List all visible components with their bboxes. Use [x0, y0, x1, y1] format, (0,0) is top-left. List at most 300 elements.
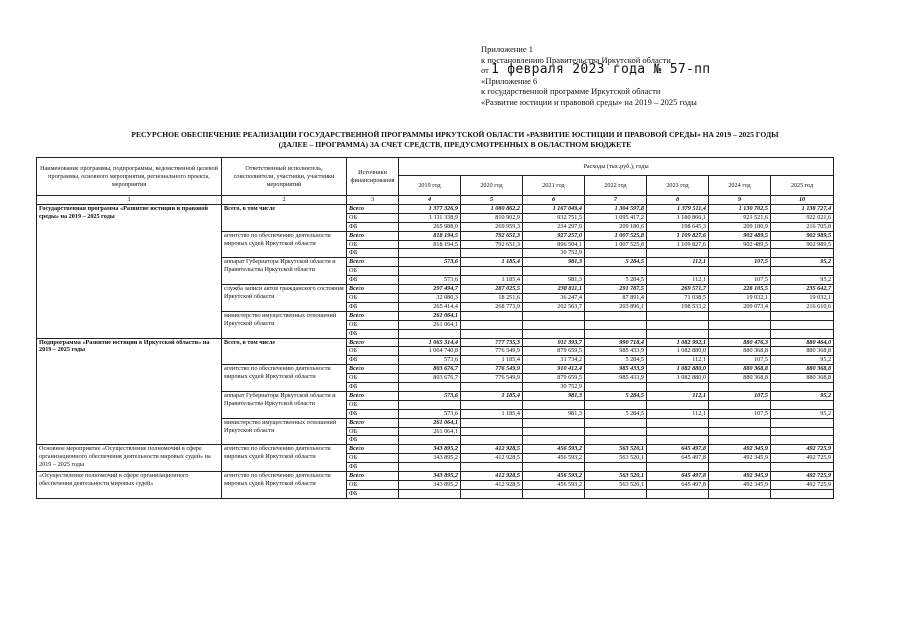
value-cell: 5 284,5 [585, 276, 647, 285]
value-cell: 563 520,1 [585, 445, 647, 454]
value-cell: 563 520,1 [585, 481, 647, 490]
value-cell [709, 418, 771, 427]
value-cell: 112,1 [647, 409, 709, 418]
document-title [30, 130, 880, 150]
value-cell: 87 891,4 [585, 293, 647, 302]
value-cell: 1 138 727,4 [771, 204, 834, 213]
value-cell [771, 329, 834, 338]
value-cell: 412 928,5 [461, 445, 523, 454]
value-cell [461, 489, 523, 498]
value-cell: 235 642,7 [771, 285, 834, 294]
executor-cell: служба записи актов гражданского состояния Иркутской области [222, 285, 347, 312]
value-cell: 198 645,3 [647, 222, 709, 231]
value-cell: 228 105,5 [709, 285, 771, 294]
value-cell: 810 902,9 [461, 213, 523, 222]
value-cell: 18 251,6 [461, 293, 523, 302]
value-cell: 880 368,8 [771, 347, 834, 356]
value-cell: 1 185,4 [461, 258, 523, 267]
value-cell: 412 928,5 [461, 454, 523, 463]
value-cell [647, 418, 709, 427]
value-cell [647, 320, 709, 329]
source-cell: Всего [347, 338, 399, 347]
value-cell: 5 284,5 [585, 409, 647, 418]
value-cell: 1 130 702,5 [709, 204, 771, 213]
value-cell [461, 418, 523, 427]
column-index: 5 [461, 196, 523, 205]
year-header: 2019 год [399, 176, 461, 196]
executor-cell: министерство имущественных отношений Иркутской области [222, 418, 347, 445]
value-cell: 1 185,4 [461, 391, 523, 400]
value-cell: 95,2 [771, 276, 834, 285]
resource-table [36, 157, 834, 499]
value-cell: 107,5 [709, 409, 771, 418]
value-cell: 265 988,0 [399, 222, 461, 231]
source-cell: ФБ [347, 222, 399, 231]
value-cell: 343 895,2 [399, 481, 461, 490]
value-cell: 456 593,2 [523, 454, 585, 463]
value-cell: 1 304 597,8 [585, 204, 647, 213]
value-cell: 563 520,1 [585, 454, 647, 463]
header-decree-line [481, 62, 711, 77]
value-cell: 31 734,2 [523, 356, 585, 365]
value-cell: 216 610,6 [771, 302, 834, 311]
source-cell: ОБ [347, 240, 399, 249]
value-cell: 1 185,4 [461, 276, 523, 285]
value-cell: 1 111 338,9 [399, 213, 461, 222]
column-index: 1 [37, 196, 222, 205]
value-cell [523, 489, 585, 498]
col-header-name: Наименование программы, подпрограммы, ведомственной целевой программы, основного мероприятия, регионального проекта, мероприятия [37, 158, 222, 196]
value-cell: 776 549,9 [461, 347, 523, 356]
column-index: 8 [647, 196, 709, 205]
value-cell: 492 345,9 [709, 472, 771, 481]
value-cell: 1 082 992,1 [647, 338, 709, 347]
col-header-expenses: Расходы (тыс.руб.), годы [399, 158, 834, 176]
value-cell: 343 895,2 [399, 472, 461, 481]
value-cell: 927 257,0 [523, 231, 585, 240]
source-cell: Всего [347, 445, 399, 454]
value-cell: 803 676,7 [399, 365, 461, 374]
value-cell: 1 185,4 [461, 356, 523, 365]
value-cell: 921 521,6 [709, 213, 771, 222]
executor-cell: Всего, в том числе [222, 338, 347, 365]
value-cell: 112,1 [647, 356, 709, 365]
value-cell [709, 400, 771, 409]
value-cell [771, 489, 834, 498]
executor-cell: агентство по обеспечению деятельности мировых судей Иркутской области [222, 231, 347, 258]
value-cell: 492 725,9 [771, 481, 834, 490]
value-cell: 573,6 [399, 391, 461, 400]
value-cell: 1 007 525,8 [585, 231, 647, 240]
value-cell: 107,5 [709, 276, 771, 285]
value-cell: 95,2 [771, 409, 834, 418]
value-cell [399, 249, 461, 258]
value-cell [585, 311, 647, 320]
value-cell [461, 329, 523, 338]
value-cell: 880 464,0 [771, 338, 834, 347]
value-cell: 238 811,1 [523, 285, 585, 294]
source-cell: Всего [347, 204, 399, 213]
value-cell: 1 377 326,9 [399, 204, 461, 213]
value-cell: 902 489,5 [709, 240, 771, 249]
column-index: 3 [347, 196, 399, 205]
value-cell: 202 563,7 [523, 302, 585, 311]
value-cell [585, 436, 647, 445]
value-cell [523, 320, 585, 329]
value-cell [523, 311, 585, 320]
source-cell: ФБ [347, 409, 399, 418]
value-cell: 107,5 [709, 258, 771, 267]
source-cell: ФБ [347, 383, 399, 392]
value-cell: 209 180,9 [709, 222, 771, 231]
value-cell: 911 393,7 [523, 338, 585, 347]
source-cell: Всего [347, 311, 399, 320]
decree-number: 1 февраля 2023 года № 57-пп [490, 62, 711, 77]
year-header: 2024 год [709, 176, 771, 196]
program-name-cell: «Осуществление полномочий в сфере организационного обеспечения деятельности мировых судей» [37, 472, 222, 499]
value-cell: 573,6 [399, 258, 461, 267]
value-cell: 261 064,1 [399, 427, 461, 436]
value-cell: 261 064,1 [399, 311, 461, 320]
value-cell: 112,1 [647, 276, 709, 285]
value-cell: 981,3 [523, 276, 585, 285]
source-cell: Всего [347, 365, 399, 374]
value-cell [771, 267, 834, 276]
column-index: 2 [222, 196, 347, 205]
executor-cell: министерство имущественных отношений Иркутской области [222, 311, 347, 338]
value-cell [647, 311, 709, 320]
executor-cell: агентство по обеспечению деятельности мировых судей Иркутской области [222, 472, 347, 499]
value-cell: 1 082 880,0 [647, 347, 709, 356]
value-cell: 216 705,8 [771, 222, 834, 231]
value-cell: 1 180 866,1 [647, 213, 709, 222]
source-cell: ФБ [347, 489, 399, 498]
value-cell: 922 021,6 [771, 213, 834, 222]
source-cell: ФБ [347, 276, 399, 285]
source-cell: ОБ [347, 427, 399, 436]
value-cell [523, 267, 585, 276]
source-cell: ФБ [347, 329, 399, 338]
value-cell: 932 751,5 [523, 213, 585, 222]
value-cell [709, 463, 771, 472]
value-cell: 5 284,5 [585, 391, 647, 400]
source-cell: ОБ [347, 320, 399, 329]
value-cell: 645 497,8 [647, 472, 709, 481]
value-cell: 902 989,5 [771, 240, 834, 249]
value-cell [523, 436, 585, 445]
executor-cell: аппарат Губернатора Иркутской области и Правительства Иркутской области [222, 391, 347, 418]
value-cell: 456 593,2 [523, 472, 585, 481]
value-cell: 265 414,4 [399, 302, 461, 311]
source-cell: Всего [347, 391, 399, 400]
value-cell: 492 725,9 [771, 454, 834, 463]
program-name-cell: Подпрограмма «Развитие юстиции в Иркутской области» на 2019 – 2025 годы [37, 338, 222, 445]
value-cell: 209 180,6 [585, 222, 647, 231]
value-cell [585, 427, 647, 436]
value-cell: 107,5 [709, 356, 771, 365]
value-cell: 1 109 827,6 [647, 231, 709, 240]
value-cell: 879 659,5 [523, 374, 585, 383]
value-cell: 492 345,9 [709, 481, 771, 490]
value-cell [399, 489, 461, 498]
column-index-row [37, 196, 834, 205]
value-cell: 1 080 862,2 [461, 204, 523, 213]
value-cell: 645 497,8 [647, 454, 709, 463]
value-cell [771, 311, 834, 320]
value-cell [647, 427, 709, 436]
value-cell: 492 345,9 [709, 454, 771, 463]
value-cell [647, 436, 709, 445]
value-cell [647, 400, 709, 409]
value-cell: 261 064,1 [399, 418, 461, 427]
value-cell [523, 400, 585, 409]
value-cell: 573,6 [399, 409, 461, 418]
value-cell [461, 436, 523, 445]
value-cell [647, 329, 709, 338]
value-cell: 492 725,9 [771, 472, 834, 481]
value-cell: 902 489,5 [709, 231, 771, 240]
value-cell: 268 773,9 [461, 302, 523, 311]
col-header-executor: Ответственный исполнитель, соисполнители, участники, участники мероприятий [222, 158, 347, 196]
value-cell [585, 383, 647, 392]
value-cell [585, 249, 647, 258]
column-index: 7 [585, 196, 647, 205]
source-cell: ФБ [347, 356, 399, 365]
value-cell [771, 418, 834, 427]
value-cell [771, 436, 834, 445]
value-cell: 910 412,4 [523, 365, 585, 374]
source-cell: Всего [347, 472, 399, 481]
header-line: «Приложение 6 [481, 75, 538, 86]
value-cell: 32 080,3 [399, 293, 461, 302]
value-cell [647, 489, 709, 498]
value-cell [399, 436, 461, 445]
value-cell: 879 659,5 [523, 347, 585, 356]
value-cell: 269 571,7 [647, 285, 709, 294]
value-cell [461, 463, 523, 472]
value-cell: 880 368,8 [709, 347, 771, 356]
value-cell: 880 368,8 [709, 374, 771, 383]
value-cell [647, 249, 709, 258]
value-cell: 818 194,5 [399, 240, 461, 249]
value-cell: 981,3 [523, 409, 585, 418]
value-cell [461, 320, 523, 329]
value-cell: 112,1 [647, 391, 709, 400]
program-name-cell: Основное мероприятие «Осуществление полномочий в сфере организационного обеспечения деятельности мировых судей» на 2019 – 2025 годы [37, 445, 222, 472]
value-cell [461, 400, 523, 409]
value-cell: 297 494,7 [399, 285, 461, 294]
executor-cell: аппарат Губернатора Иркутской области и Правительства Иркутской области [222, 258, 347, 285]
value-cell: 5 284,5 [585, 356, 647, 365]
value-cell [771, 383, 834, 392]
executor-cell: агентство по обеспечению деятельности мировых судей Иркутской области [222, 365, 347, 392]
value-cell: 880 368,8 [709, 365, 771, 374]
source-cell: ФБ [347, 436, 399, 445]
column-index: 4 [399, 196, 461, 205]
value-cell: 107,5 [709, 391, 771, 400]
value-cell: 1 065 314,4 [399, 338, 461, 347]
value-cell: 902 989,5 [771, 231, 834, 240]
value-cell: 792 651,3 [461, 240, 523, 249]
value-cell: 30 752,9 [523, 383, 585, 392]
value-cell [523, 418, 585, 427]
value-cell [461, 249, 523, 258]
value-cell: 412 928,5 [461, 472, 523, 481]
value-cell [585, 463, 647, 472]
value-cell: 981,3 [523, 391, 585, 400]
value-cell: 990 718,4 [585, 338, 647, 347]
source-cell: ОБ [347, 213, 399, 222]
value-cell [647, 383, 709, 392]
value-cell [771, 463, 834, 472]
table-row [37, 338, 834, 347]
value-cell [709, 267, 771, 276]
value-cell: 95,2 [771, 258, 834, 267]
value-cell [647, 463, 709, 472]
value-cell [709, 249, 771, 258]
value-cell [399, 267, 461, 276]
value-cell: 412 928,5 [461, 481, 523, 490]
value-cell [771, 320, 834, 329]
value-cell: 261 064,1 [399, 320, 461, 329]
value-cell: 985 433,9 [585, 365, 647, 374]
column-index: 10 [771, 196, 834, 205]
year-header: 2023 год [647, 176, 709, 196]
value-cell: 95,2 [771, 391, 834, 400]
value-cell [585, 418, 647, 427]
value-cell: 456 593,2 [523, 481, 585, 490]
source-cell: ОБ [347, 293, 399, 302]
value-cell: 343 895,2 [399, 445, 461, 454]
value-cell: 1 379 511,4 [647, 204, 709, 213]
value-cell: 1 167 049,4 [523, 204, 585, 213]
value-cell: 287 025,5 [461, 285, 523, 294]
value-cell [709, 436, 771, 445]
source-cell: ФБ [347, 463, 399, 472]
header-line: к постановлению Правительства Иркутской области [481, 54, 671, 65]
source-cell: ОБ [347, 400, 399, 409]
value-cell: 645 497,8 [647, 481, 709, 490]
value-cell: 36 247,4 [523, 293, 585, 302]
value-cell [399, 400, 461, 409]
value-cell: 1 095 417,2 [585, 213, 647, 222]
source-cell: Всего [347, 285, 399, 294]
title-line: РЕСУРСНОЕ ОБЕСПЕЧЕНИЕ РЕАЛИЗАЦИИ ГОСУДАРСТВЕННОЙ ПРОГРАММЫ ИРКУТСКОЙ ОБЛАСТИ «РАЗВИТИЕ ЮСТИЦИИ И ПРАВОВОЙ СРЕДЫ» НА 2019 – 2025 ГОДЫ [131, 130, 779, 139]
header-prefix: от [481, 65, 489, 75]
value-cell [585, 329, 647, 338]
source-cell: ОБ [347, 481, 399, 490]
value-cell [647, 267, 709, 276]
value-cell [585, 320, 647, 329]
column-index: 9 [709, 196, 771, 205]
header-line: «Развитие юстиции и правовой среды» на 2019 – 2025 годы [481, 96, 697, 107]
value-cell: 1 007 525,8 [585, 240, 647, 249]
value-cell: 880 368,8 [771, 374, 834, 383]
table-row [37, 445, 834, 454]
value-cell: 776 549,9 [461, 374, 523, 383]
table-row [37, 472, 834, 481]
header-line: Приложение 1 [481, 44, 533, 54]
value-cell: 1 185,4 [461, 409, 523, 418]
value-cell [461, 311, 523, 320]
value-cell: 198 533,2 [647, 302, 709, 311]
value-cell: 95,2 [771, 356, 834, 365]
value-cell [709, 427, 771, 436]
source-cell: ОБ [347, 347, 399, 356]
value-cell: 456 593,2 [523, 445, 585, 454]
value-cell: 492 345,9 [709, 445, 771, 454]
value-cell: 573,6 [399, 276, 461, 285]
value-cell: 71 038,5 [647, 293, 709, 302]
value-cell [771, 400, 834, 409]
value-cell: 234 297,9 [523, 222, 585, 231]
value-cell: 985 433,9 [585, 374, 647, 383]
value-cell [399, 463, 461, 472]
value-cell: 30 752,9 [523, 249, 585, 258]
value-cell: 203 896,1 [585, 302, 647, 311]
value-cell: 563 520,1 [585, 472, 647, 481]
value-cell: 981,3 [523, 258, 585, 267]
value-cell: 343 895,2 [399, 454, 461, 463]
source-cell: ОБ [347, 374, 399, 383]
value-cell: 19 032,1 [709, 293, 771, 302]
header-line: к государственной программе Иркутской области [481, 86, 661, 96]
column-index: 6 [523, 196, 585, 205]
value-cell [461, 383, 523, 392]
value-cell: 818 194,5 [399, 231, 461, 240]
value-cell [771, 249, 834, 258]
value-cell [771, 427, 834, 436]
value-cell: 209 073,4 [709, 302, 771, 311]
source-cell: Всего [347, 418, 399, 427]
title-line: (ДАЛЕЕ – ПРОГРАММА) ЗА СЧЕТ СРЕДСТВ, ПРЕДУСМОТРЕННЫХ В ОБЛАСТНОМ БЮДЖЕТЕ [278, 140, 632, 149]
program-name-cell: Государственная программа «Развитие юстиции и правовой среды» на 2019 – 2025 годы [37, 204, 222, 338]
value-cell [523, 427, 585, 436]
value-cell: 645 497,8 [647, 445, 709, 454]
value-cell [461, 427, 523, 436]
value-cell [709, 383, 771, 392]
year-header: 2022 год [585, 176, 647, 196]
value-cell: 880 476,3 [709, 338, 771, 347]
executor-cell: Всего, в том числе [222, 204, 347, 231]
value-cell: 5 284,5 [585, 258, 647, 267]
value-cell [399, 329, 461, 338]
value-cell [585, 400, 647, 409]
value-cell [585, 267, 647, 276]
value-cell: 492 725,9 [771, 445, 834, 454]
value-cell [523, 329, 585, 338]
value-cell: 1 064 740,8 [399, 347, 461, 356]
value-cell: 803 676,7 [399, 374, 461, 383]
source-cell: ФБ [347, 249, 399, 258]
source-cell: Всего [347, 258, 399, 267]
value-cell [709, 320, 771, 329]
value-cell [585, 489, 647, 498]
value-cell: 776 549,9 [461, 365, 523, 374]
value-cell: 896 504,1 [523, 240, 585, 249]
source-cell: Всего [347, 231, 399, 240]
value-cell: 985 433,9 [585, 347, 647, 356]
value-cell: 112,1 [647, 258, 709, 267]
value-cell [461, 267, 523, 276]
value-cell: 573,6 [399, 356, 461, 365]
value-cell [709, 311, 771, 320]
year-header: 2025 год [771, 176, 834, 196]
value-cell: 880 368,8 [771, 365, 834, 374]
document-header [481, 44, 710, 107]
value-cell: 269 959,3 [461, 222, 523, 231]
value-cell: 1 109 827,6 [647, 240, 709, 249]
